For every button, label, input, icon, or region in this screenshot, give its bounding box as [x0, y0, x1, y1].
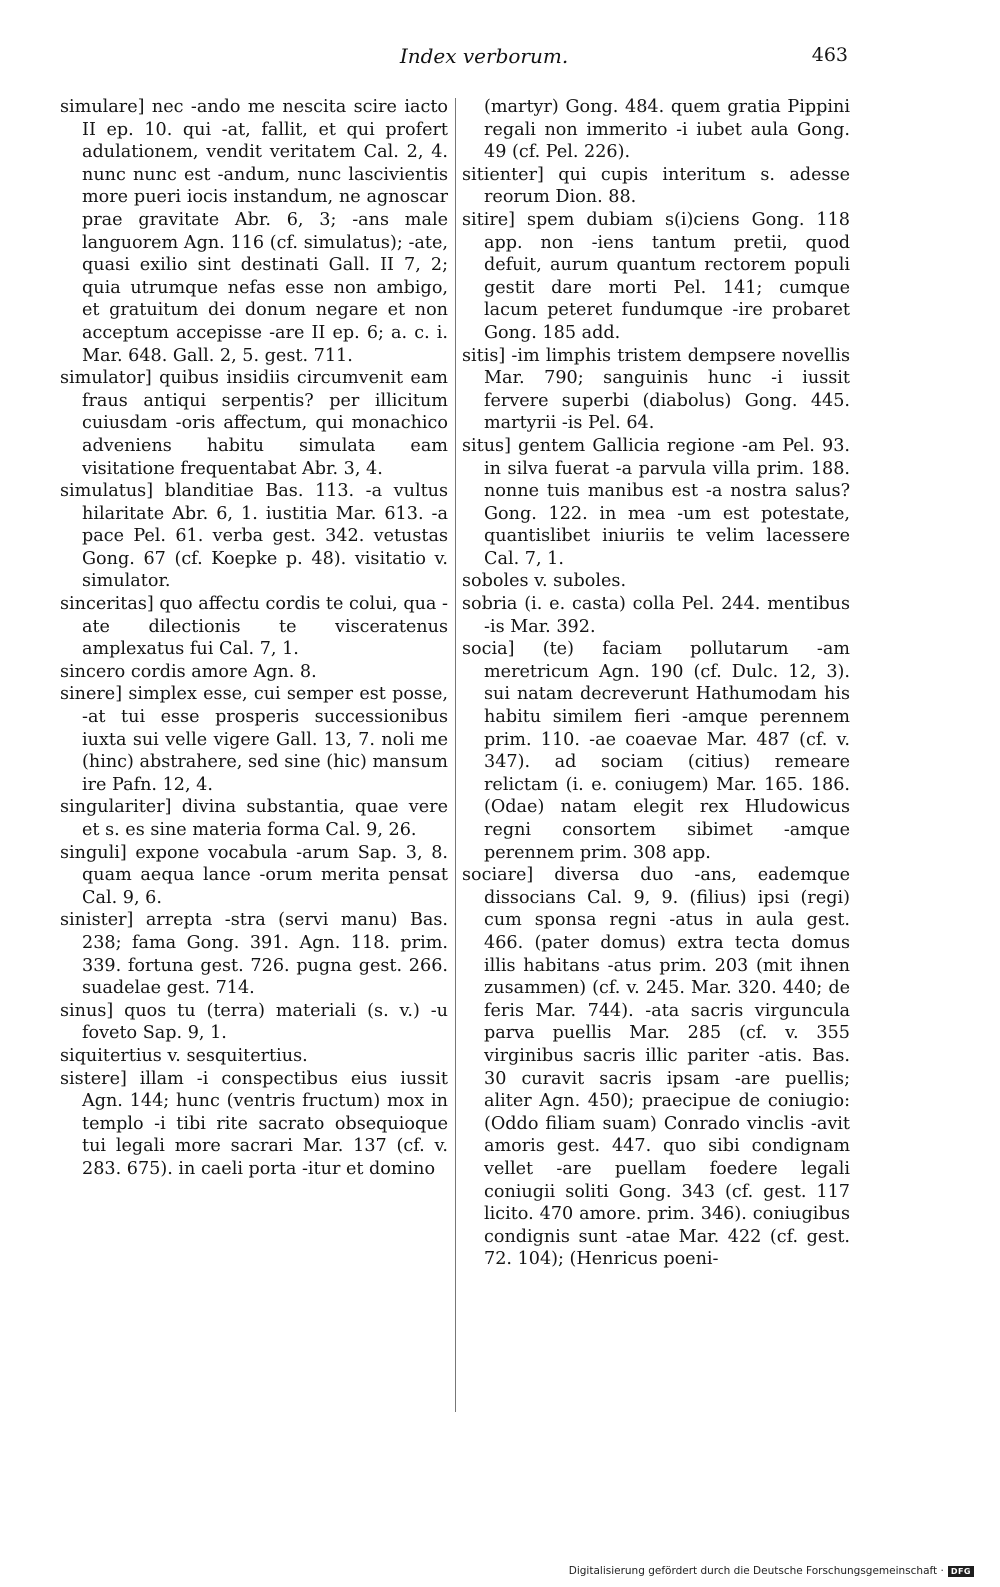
- index-entry: sinus] quos tu (terra) materiali (s. v.) -u foveto Sap. 9, 1.: [60, 1000, 448, 1044]
- index-entry: simulatus] blanditiae Bas. 113. -a vultus hilaritate Abr. 6, 1. iustitia Mar. 613. -a pace Pel. 61. verba gest. 342. vetustas Gong. 67 (cf. Koepke p. 48). visitatio v. simulator.: [60, 481, 448, 592]
- index-entry: socia] (te) faciam pollutarum -am meretricum Agn. 190 (cf. Dulc. 12, 3). sui natam decreverunt Hathumodam his habitu similem fieri -amque perennem prim. 110. -ae coaevae Mar. 487 (cf. v. 347). ad sociam (citius) remeare relictam (i. e. coniugem) Mar. 165. 186. (Odae) natam elegit rex Hludowicus regni consortem sibimet -amque perennem prim. 308 app.: [462, 639, 850, 863]
- running-title: Index verborum.: [399, 44, 569, 68]
- index-entry: situs] gentem Gallicia regione -am Pel. 93. in silva fuerat -a parvula villa prim. 188. nonne tuis manibus est -a nostra salus? Gong. 122. in mea -um est potestate, quantislibet iniuriis te velim lacessere Cal. 7, 1.: [462, 435, 850, 569]
- index-entry: simulator] quibus insidiis circumvenit eam fraus antiqui serpentis? per illicitum cuiusdam -oris affectum, qui monachico adveniens habitu simulata eam visitatione frequentabat Abr. 3, 4.: [60, 368, 448, 479]
- index-entry: sitire] spem dubiam s(i)ciens Gong. 118 app. non -iens tantum pretii, quod defuit, aurum quantum rectorem populi gestit dare morti Pel. 141; cumque lacum peteret fundumque -ire probaret Gong. 185 add.: [462, 209, 850, 343]
- index-entry: sociare] diversa duo -ans, eademque dissocians Cal. 9, 9. (filius) ipsi (regi) cum sponsa regni -atus in aula gest. 466. (pater domus) extra tecta domus illis habitans -atus prim. 203 (mit ihnen zusammen) (cf. v. 245. Mar. 320. 440; de feris Mar. 744). -ata sacris virguncula parva puellis Mar. 285 (cf. v. 355 virginibus sacris illic pariter -atis. Bas. 30 curavit sacris ipsam -are puellis; aliter Agn. 450); praecipue de coniugio: (Oddo filiam suam) Conrado vinclis -avit amoris gest. 447. quo sibi condignam vellet -are puellam foedere legali coniugii soliti Gong. 343 (cf. gest. 117 licito. 470 amore. prim. 346). coniugibus condignis sunt -atae Mar. 422 (cf. gest. 72. 104); (Henricus poeni-: [462, 865, 850, 1270]
- index-entry: sinere] simplex esse, cui semper est posse, -at tui esse prosperis successionibus iuxta sui velle vigere Gall. 13, 7. noli me (hinc) abstrahere, sed sine (hic) mansum ire Pafn. 12, 4.: [60, 684, 448, 795]
- index-entry: sitienter] qui cupis interitum s. adesse reorum Dion. 88.: [462, 164, 850, 208]
- index-entry: soboles v. suboles.: [462, 571, 627, 592]
- right-column: [462, 96, 850, 1416]
- page-header: [120, 44, 848, 76]
- index-columns: [60, 96, 852, 1416]
- dfg-logo-icon: DFG: [948, 1566, 974, 1577]
- column-divider: [455, 98, 456, 1412]
- index-entry: sitis] -im limphis tristem dempsere novellis Mar. 790; sanguinis hunc -i iussit fervere superbi (diabolus) Gong. 445. martyrii -is Pel. 64.: [462, 345, 850, 434]
- left-column: [60, 96, 448, 1416]
- index-entry: siquitertius v. sesquitertius.: [60, 1045, 308, 1066]
- index-entry: singuli] expone vocabula -arum Sap. 3, 8. quam aequa lance -orum merita pensat Cal. 9, 6.: [60, 842, 448, 908]
- footer: [569, 1565, 974, 1577]
- index-entry: sincero cordis amore Agn. 8.: [60, 661, 317, 682]
- index-entry: (martyr) Gong. 484. quem gratia Pippini regali non immerito -i iubet aula Gong. 49 (cf. Pel. 226).: [484, 97, 850, 163]
- index-entry: sistere] illam -i conspectibus eius iussit Agn. 144; hunc (ventris fructum) mox in templo -i tibi rite sacrato obsequioque tui legali more sacrari Mar. 137 (cf. v. 283. 675). in caeli porta -itur et domino: [60, 1068, 448, 1179]
- index-entry: singulariter] divina substantia, quae vere et s. es sine materia forma Cal. 9, 26.: [60, 797, 448, 840]
- digitization-credit: Digitalisierung gefördert durch die Deutsche Forschungsgemeinschaft ·: [568, 1565, 944, 1577]
- index-entry: simulare] nec -ando me nescita scire iacto II ep. 10. qui -at, fallit, et qui profert adulationem, vendit veritatem Cal. 2, 4. nunc nunc est -andum, nunc lascivientis more pueri iocis instandum, ne agnoscar prae gravitate Abr. 6, 3; -ans male languorem Agn. 116 (cf. simulatus); -ate, quasi exilio sint destinati Gall. II 7, 2; quia utrumque nefas esse non ambigo, et gratuitum dei donum negare et non acceptum accepisse -are II ep. 6; a. c. i. Mar. 648. Gall. 2, 5. gest. 711.: [60, 97, 448, 366]
- index-entry: sobria (i. e. casta) colla Pel. 244. mentibus -is Mar. 392.: [462, 594, 850, 637]
- page-number: 463: [811, 44, 848, 66]
- index-entry: sinceritas] quo affectu cordis te colui, qua -ate dilectionis te visceratenus amplexatus fui Cal. 7, 1.: [60, 594, 448, 660]
- index-entry: sinister] arrepta -stra (servi manu) Bas. 238; fama Gong. 391. Agn. 118. prim. 339. fortuna gest. 726. pugna gest. 266. suadelae gest. 714.: [60, 910, 448, 999]
